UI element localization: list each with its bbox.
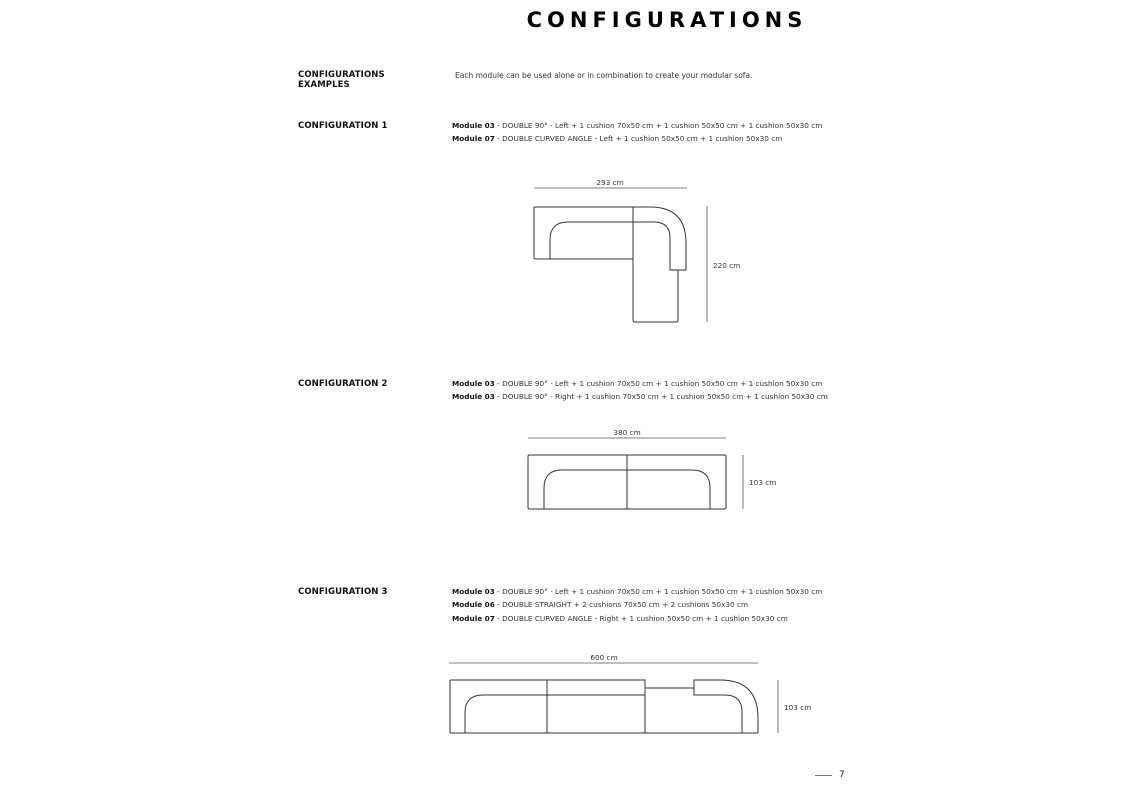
module-name: Module 07 [452,613,495,623]
width-dimension-label: 293 cm [596,178,624,187]
page-number: 7 [839,770,845,780]
module-name: Module 07 [452,134,495,144]
depth-dimension-label: 220 cm [713,261,741,270]
page-number-rule [815,775,832,776]
module-desc: - DOUBLE 90° - Left + 1 cushion 70x50 cm + 1 cushion 50x50 cm + 1 cushion 50x30 cm [494,587,823,596]
module-03-outline [534,207,633,259]
module-desc: - DOUBLE CURVED ANGLE - Right + 1 cushion 50x50 cm + 1 cushion 50x30 cm [494,613,788,623]
module-name: Module 03 [452,587,495,596]
module-03-seat [465,695,547,733]
module-name: Module 03 [452,121,495,130]
module-desc: - DOUBLE CURVED ANGLE - Left + 1 cushion 50x50 cm + 1 cushion 50x30 cm [494,134,783,144]
configuration-1-diagram [534,178,740,322]
module-desc: - DOUBLE 90° - Right + 1 cushion 70x50 cm + 1 cushion 50x50 cm + 1 cushion 50x30 cm [494,392,828,402]
intro-label-line-1: CONFIGURATIONS [298,70,385,80]
configuration-2-label: CONFIGURATION 2 [298,379,388,389]
depth-dimension-label: 103 cm [784,703,812,712]
configuration-2-diagram [528,428,776,509]
configuration-1-label: CONFIGURATION 1 [298,121,388,131]
module-07-seat [694,688,742,733]
page-title: CONFIGURATIONS [526,8,808,32]
module-06-outline [547,680,645,733]
module-name: Module 06 [452,600,495,610]
configuration-3-label: CONFIGURATION 3 [298,587,388,597]
configuration-3-diagram [449,653,811,733]
module-desc: - DOUBLE 90° - Left + 1 cushion 70x50 cm + 1 cushion 50x50 cm + 1 cushion 50x30 cm [494,379,823,388]
module-name: Module 03 [452,392,495,402]
module-desc: - DOUBLE 90° - Left + 1 cushion 70x50 cm + 1 cushion 50x50 cm + 1 cushion 50x30 cm [494,121,823,130]
module-07-outline [633,207,686,322]
depth-dimension-label: 103 cm [749,478,777,487]
module-desc: - DOUBLE STRAIGHT + 2 cushions 70x50 cm + 2 cushions 50x30 cm [494,600,749,610]
module-07-seat [633,222,678,270]
module-name: Module 03 [452,379,495,388]
width-dimension-label: 380 cm [613,428,641,437]
intro-text: Each module can be used alone or in combination to create your modular sofa. [455,71,753,80]
module-03-seat [550,222,633,259]
intro-label-line-2: EXAMPLES [298,79,350,90]
width-dimension-label: 600 cm [590,653,618,662]
